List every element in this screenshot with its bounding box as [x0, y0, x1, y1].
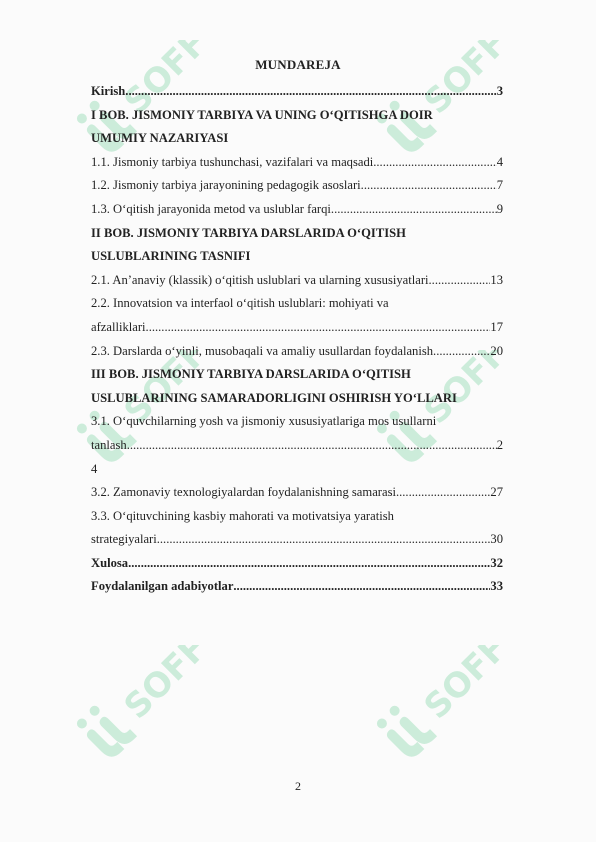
toc-chapter-heading: III BOB. JISMONIY TARBIYA DARSLARIDA O‘QITISH: [91, 367, 411, 382]
toc-page-number: 9: [496, 201, 503, 216]
toc-dot-leader: [331, 198, 497, 222]
toc-chapter-heading: UMUMIY NAZARIYASI: [91, 131, 229, 146]
toc-entry-title: Kirish: [91, 84, 126, 98]
toc-dot-leader: [125, 80, 496, 104]
toc-page-number: 3: [496, 84, 503, 98]
toc-entry-title: 2.3. Darslarda o‘yinli, musobaqali va amaliy usullardan foydalanish: [91, 343, 434, 358]
toc-dot-leader: [396, 481, 490, 505]
toc-page-number: 7: [496, 178, 503, 193]
toc-entry-title: Xulosa: [91, 555, 129, 570]
toc-dot-leader: [433, 340, 490, 364]
toc-entry: [91, 151, 503, 175]
svg-text:SOFF: SOFF: [116, 645, 200, 728]
toc-page-number: 32: [490, 555, 503, 570]
toc-entry: [91, 316, 503, 340]
soff-watermark-logo: [60, 645, 200, 785]
toc-entry: [91, 198, 503, 222]
page-number: 2: [295, 779, 301, 793]
toc-dot-leader: [146, 316, 491, 340]
toc-chapter-heading: USLUBLARINING TASNIFI: [91, 249, 251, 264]
toc-entry-title: afzalliklari: [91, 319, 146, 334]
toc-page-number: 27: [490, 485, 503, 500]
toc-entry: [91, 552, 503, 576]
toc-page-number: 30: [490, 532, 503, 547]
toc-entry-title: strategiyalari: [91, 532, 157, 547]
toc-entry: [91, 481, 503, 505]
toc-page-number: 2: [496, 437, 503, 452]
toc-dot-leader: [233, 575, 490, 599]
toc-entry: [91, 528, 503, 552]
toc-entry: [91, 269, 503, 293]
soff-watermark-logo: [360, 645, 500, 785]
svg-text:SOFF: SOFF: [416, 645, 500, 728]
toc-entry-title: 1.3. O‘qitish jarayonida metod va uslublar farqi: [91, 201, 331, 216]
toc-entry-title: 1.1. Jismoniy tarbiya tushunchasi, vazifalari va maqsadi: [91, 154, 374, 169]
toc-page-number: 13: [490, 272, 503, 287]
toc-dot-leader: [361, 174, 497, 198]
toc-dot-leader: [128, 552, 490, 576]
toc-entry: [91, 434, 503, 458]
toc-entry-title: tanlash: [91, 437, 127, 452]
toc-entry-title: 3.2. Zamonaviy texnologiyalardan foydalanishning samarasi: [91, 485, 396, 500]
toc-page-number: 33: [490, 579, 503, 594]
toc-entry: [91, 340, 503, 364]
toc-dot-leader: [157, 528, 491, 552]
toc-page-number: 4: [496, 154, 503, 169]
toc-text-line: 2.2. Innovatsion va interfaol o‘qitish uslublari: mohiyati va: [91, 296, 389, 311]
toc-page-number: 17: [490, 319, 503, 334]
toc-dot-leader: [429, 269, 491, 293]
svg-text:SOFF: SOFF: [116, 40, 200, 123]
toc-chapter-heading: USLUBLARINING SAMARADORLIGINI OSHIRISH YO‘LLARI: [91, 390, 457, 405]
toc-chapter-heading: II BOB. JISMONIY TARBIYA DARSLARIDA O‘QITISH: [91, 225, 406, 240]
page-title: MUNDAREJA: [255, 57, 341, 72]
toc-entry: [91, 575, 503, 599]
toc-entry: [91, 80, 503, 104]
toc-text-line: 3.1. O‘quvchilarning yosh va jismoniy xususiyatlariga mos usullarni: [91, 414, 437, 429]
toc-chapter-heading: I BOB. JISMONIY TARBIYA VA UNING O‘QITISHGA DOIR: [91, 107, 433, 122]
toc-entry: [91, 174, 503, 198]
svg-text:SOFF: SOFF: [416, 350, 500, 433]
toc-entry-title: 2.1. An’anaviy (klassik) o‘qitish uslublari va ularning xususiyatlari: [91, 272, 429, 287]
svg-text:SOFF: SOFF: [416, 40, 500, 123]
toc-text-line: 4: [91, 461, 98, 476]
table-of-contents: [91, 80, 503, 599]
svg-text:SOFF: SOFF: [116, 350, 200, 433]
toc-dot-leader: [373, 151, 496, 175]
toc-entry-title: Foydalanilgan adabiyotlar: [91, 579, 234, 594]
toc-page-number: 20: [490, 343, 503, 358]
toc-text-line: 3.3. O‘qituvchining kasbiy mahorati va motivatsiya yaratish: [91, 508, 394, 523]
toc-dot-leader: [127, 434, 497, 458]
toc-entry-title: 1.2. Jismoniy tarbiya jarayonining pedagogik asoslari: [91, 178, 361, 193]
